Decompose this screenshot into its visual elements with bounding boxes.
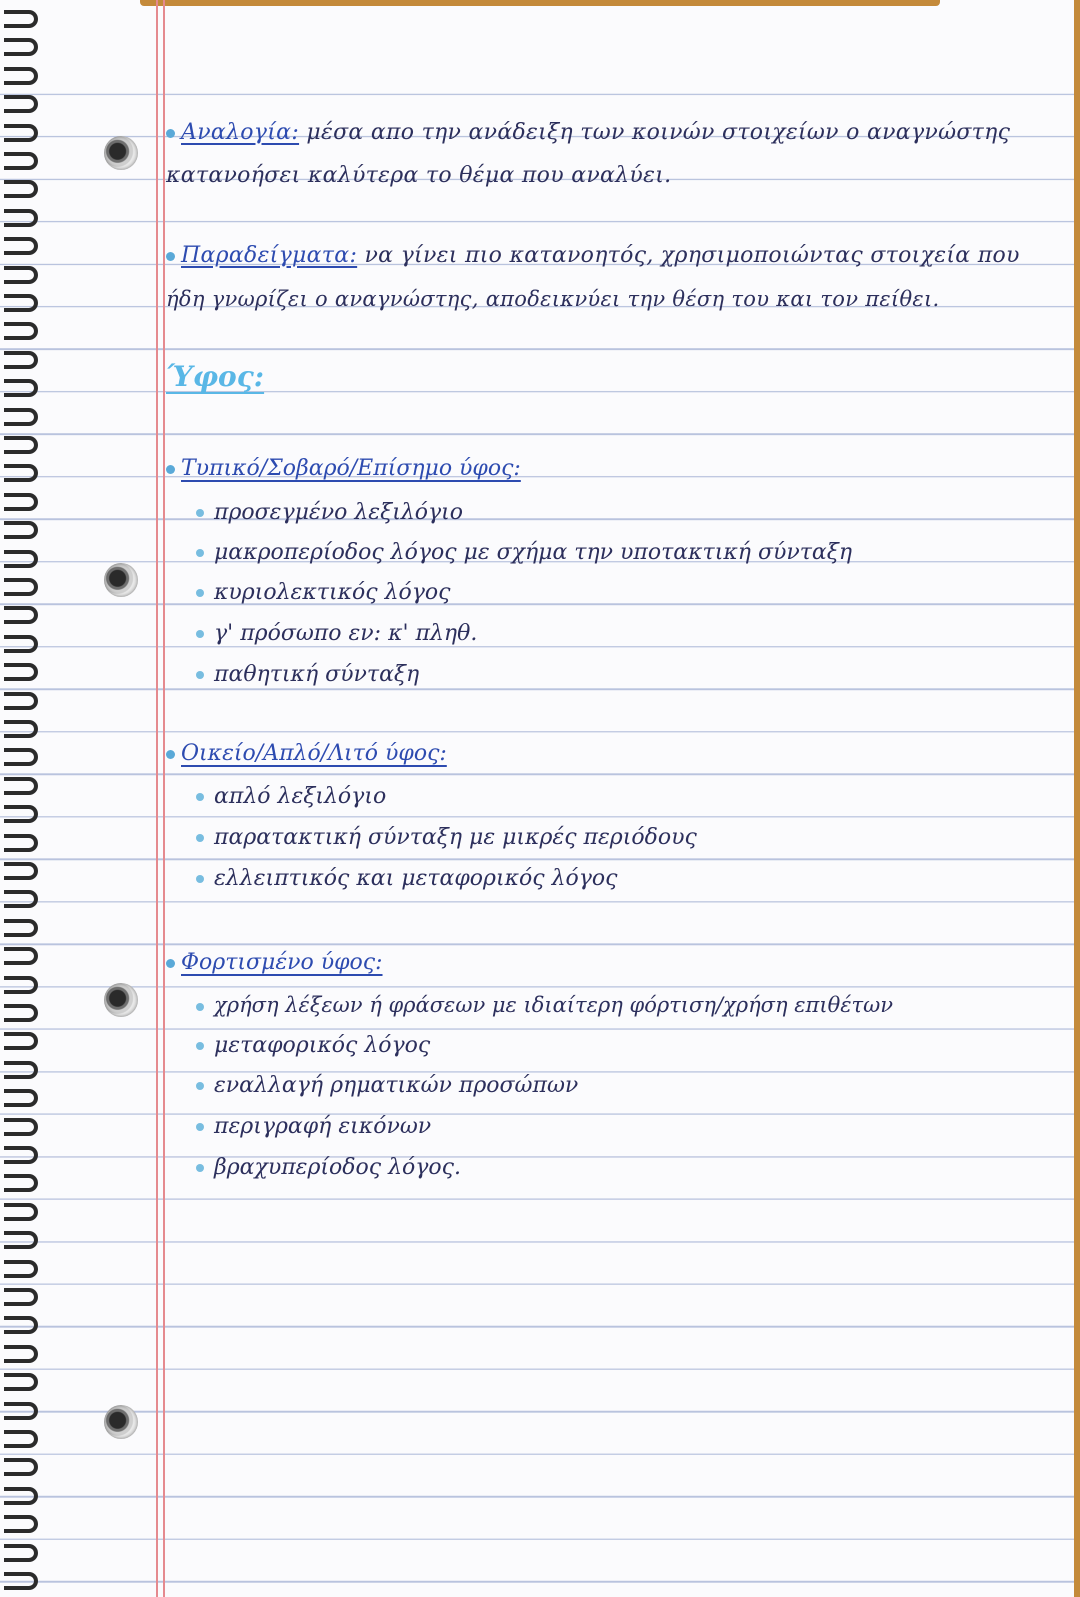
spiral-coil xyxy=(4,1203,38,1221)
style-heading-familiar xyxy=(166,741,447,766)
spiral-coil xyxy=(4,521,38,539)
spiral-coil xyxy=(4,10,38,28)
list-item-text: απλό λεξιλόγιο xyxy=(214,784,387,809)
spiral-coil xyxy=(4,67,38,85)
list-item-text: εναλλαγή ρηματικών προσώπων xyxy=(214,1073,579,1098)
bullet-dot xyxy=(196,1003,204,1011)
spiral-coil xyxy=(4,1174,38,1192)
spiral-coil xyxy=(4,976,38,994)
bullet-dot xyxy=(196,671,204,679)
spiral-coil xyxy=(4,1032,38,1050)
bullet-dot xyxy=(196,875,204,883)
bullet-dot xyxy=(166,252,175,261)
spiral-coil xyxy=(4,1118,38,1136)
bullet-dot xyxy=(196,630,204,638)
spiral-coil xyxy=(4,124,38,142)
spiral-coil xyxy=(4,351,38,369)
spiral-coil xyxy=(4,834,38,852)
spiral-coil xyxy=(4,464,38,482)
punch-hole xyxy=(104,136,138,170)
spiral-coil xyxy=(4,1373,38,1391)
spiral-coil xyxy=(4,493,38,511)
list-item-text: μεταφορικός λόγος xyxy=(214,1033,431,1058)
bullet-dot xyxy=(196,834,204,842)
bullet-dot xyxy=(196,793,204,801)
spiral-coil xyxy=(4,379,38,397)
spiral-coil xyxy=(4,805,38,823)
list-item-text: περιγραφή εικόνων xyxy=(214,1114,432,1139)
style-heading-label: Οικείο/Απλό/Λιτό ύφος: xyxy=(181,741,447,766)
spiral-coil xyxy=(4,748,38,766)
bullet-dot xyxy=(196,1164,204,1172)
spiral-coil xyxy=(4,436,38,454)
style-heading-label: Φορτισμένο ύφος: xyxy=(181,950,383,975)
spiral-coil xyxy=(4,890,38,908)
spiral-coil xyxy=(4,1061,38,1079)
style-heading-label: Τυπικό/Σοβαρό/Επίσημο ύφος: xyxy=(181,456,521,481)
paradeigmata-line-1 xyxy=(166,243,1020,268)
paradeigmata-text-1: να γίνει πιο κατανοητός, χρησιμοποιώντας στοιχεία που xyxy=(364,243,1020,268)
bullet-dot xyxy=(196,549,204,557)
spiral-coil xyxy=(4,1402,38,1420)
spiral-coil xyxy=(4,38,38,56)
bullet-dot xyxy=(196,1123,204,1131)
analogia-line-2 xyxy=(166,163,671,188)
bullet-dot xyxy=(166,465,175,474)
spiral-coil xyxy=(4,1345,38,1363)
list-item-text: χρήση λέξεων ή φράσεων με ιδιαίτερη φόρτιση/χρήση επιθέτων xyxy=(214,993,893,1017)
list-item-text: παθητική σύνταξη xyxy=(214,662,420,687)
spiral-coil xyxy=(4,692,38,710)
bullet-dot xyxy=(166,750,175,759)
margin-line xyxy=(163,0,165,1597)
spiral-coil xyxy=(4,322,38,340)
list-item xyxy=(196,500,463,525)
spiral-coil xyxy=(4,408,38,426)
spiral-coil xyxy=(4,1260,38,1278)
punch-hole xyxy=(104,1405,138,1439)
list-item xyxy=(196,866,618,891)
punch-hole xyxy=(104,563,138,597)
paradeigmata-term: Παραδείγματα: xyxy=(181,243,358,268)
bullet-dot xyxy=(166,959,175,968)
spiral-coil xyxy=(4,720,38,738)
spiral-coil xyxy=(4,1515,38,1533)
spiral-coil xyxy=(4,1089,38,1107)
section-title: Ύφος: xyxy=(166,360,265,393)
spiral-coil xyxy=(4,237,38,255)
notes-content xyxy=(166,0,1056,1597)
list-item xyxy=(196,1033,430,1058)
spiral-coil xyxy=(4,578,38,596)
punch-hole xyxy=(104,983,138,1017)
bullet-dot xyxy=(196,589,204,597)
spiral-coil xyxy=(4,862,38,880)
list-item-text: γ' πρόσωπο εν: κ' πληθ. xyxy=(214,621,478,646)
spiral-coil xyxy=(4,777,38,795)
list-item xyxy=(196,825,697,850)
spiral-coil xyxy=(4,294,38,312)
list-item-text: παρατακτική σύνταξη με μικρές περιόδους xyxy=(214,825,697,850)
analogia-text-2: κατανοήσει καλύτερα το θέμα που αναλύει. xyxy=(166,163,672,188)
spiral-coil xyxy=(4,947,38,965)
bullet-dot xyxy=(196,509,204,517)
list-item xyxy=(196,1155,461,1180)
bullet-dot xyxy=(196,1042,204,1050)
spiral-binding xyxy=(0,0,52,1597)
list-item-text: κυριολεκτικός λόγος xyxy=(214,580,451,605)
spiral-coil xyxy=(4,663,38,681)
spiral-coil xyxy=(4,1487,38,1505)
style-heading-charged xyxy=(166,950,383,975)
analogia-term: Αναλογία: xyxy=(181,120,300,145)
analogia-text-1: μέσα απο την ανάδειξη των κοινών στοιχείων ο αναγνώστης xyxy=(306,120,1011,145)
spiral-coil xyxy=(4,1316,38,1334)
spiral-coil xyxy=(4,1146,38,1164)
list-item xyxy=(196,580,450,605)
spiral-coil xyxy=(4,1004,38,1022)
paradeigmata-text-2: ήδη γνωρίζει ο αναγνώστης, αποδεικνύει την θέση του και τον πείθει. xyxy=(166,287,940,311)
spiral-coil xyxy=(4,1231,38,1249)
spiral-coil xyxy=(4,266,38,284)
spiral-coil xyxy=(4,209,38,227)
margin-line xyxy=(156,0,158,1597)
spiral-coil xyxy=(4,152,38,170)
bullet-dot xyxy=(196,1082,204,1090)
bullet-dot xyxy=(166,129,175,138)
spiral-coil xyxy=(4,1288,38,1306)
list-item-text: προσεγμένο λεξιλόγιο xyxy=(214,500,464,525)
list-item-text: βραχυπερίοδος λόγος. xyxy=(214,1155,461,1180)
spiral-coil xyxy=(4,95,38,113)
list-item xyxy=(196,621,477,646)
list-item xyxy=(196,784,386,809)
style-heading-formal xyxy=(166,456,521,481)
list-item xyxy=(196,1114,431,1139)
list-item xyxy=(196,993,893,1017)
list-item xyxy=(196,1073,578,1098)
spiral-coil xyxy=(4,1544,38,1562)
spiral-coil xyxy=(4,550,38,568)
list-item-text: ελλειπτικός και μεταφορικός λόγος xyxy=(214,866,618,891)
spiral-coil xyxy=(4,1572,38,1590)
spiral-coil xyxy=(4,635,38,653)
spiral-coil xyxy=(4,1458,38,1476)
analogia-line-1 xyxy=(166,120,1010,145)
paradeigmata-line-2 xyxy=(166,287,940,311)
spiral-coil xyxy=(4,180,38,198)
spiral-coil xyxy=(4,1430,38,1448)
spiral-coil xyxy=(4,606,38,624)
list-item-text: μακροπερίοδος λόγος με σχήμα την υποτακτική σύνταξη xyxy=(214,540,853,565)
list-item xyxy=(196,662,419,687)
spiral-coil xyxy=(4,919,38,937)
list-item xyxy=(196,540,852,565)
